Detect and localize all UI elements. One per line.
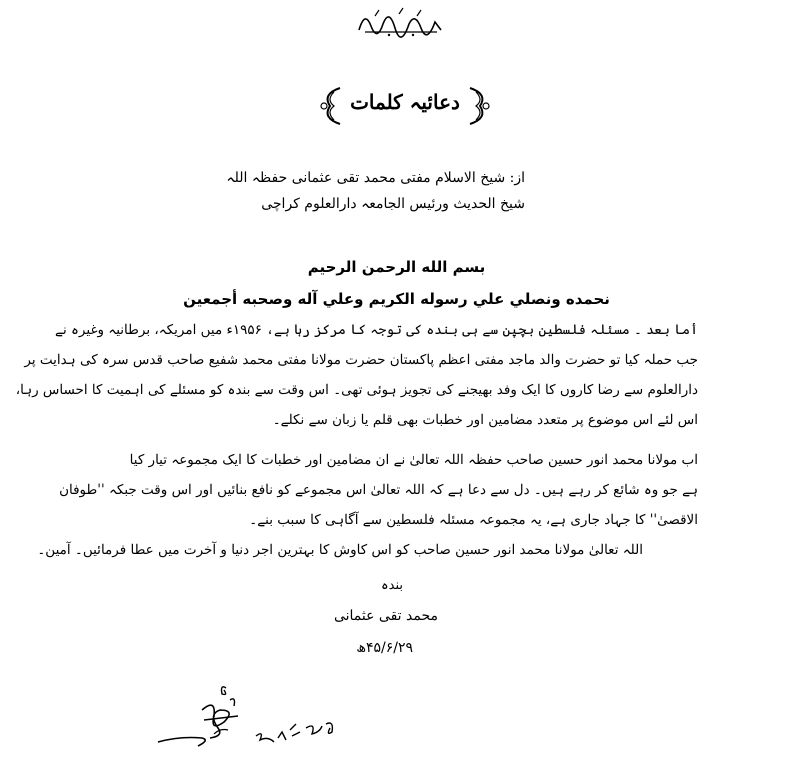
signature-label: بندہ	[381, 578, 403, 593]
signature-name: محمد تقی عثمانی	[333, 608, 438, 624]
hamd-text: نحمده ونصلي علي رسوله الكريم وعلي آله وصحبه أجمعين	[183, 290, 610, 308]
handwritten-signature-icon	[150, 680, 350, 760]
body-line: اب مولانا محمد انور حسین صاحب حفظہ اللہ تعالیٰ نے ان مضامین اور خطبات کا ایک مجموعہ تیار کیا	[129, 452, 698, 468]
page-title: دعائیہ کلمات	[350, 90, 460, 114]
signature-date: ۴۵/۶/۲۹ھ	[356, 640, 413, 656]
bismillah-text: بسم الله الرحمن الرحيم	[307, 258, 486, 276]
author-line-1: از: شیخ الاسلام مفتی محمد تقی عثمانی حفظہ اللہ	[226, 170, 525, 186]
body-line: أما بعد ۔ مسئلہ فلسطین بچپن سے ہی بندہ کی توجہ کا مرکز رہا ہے، ۱۹۵۶ء میں امریکہ، برطانیہ وغیرہ نے	[55, 322, 698, 338]
body-line: اس لئے اس موضوع پر متعدد مضامین اور خطبات بھی قلم یا زبان سے نکلے۔	[272, 412, 698, 428]
body-line: الاقصیٰ'' کا جہاد جاری ہے، یہ مجموعہ مسئلہ فلسطین سے آگاہی کا سبب بنے۔	[249, 512, 698, 528]
bismillah-calligraphy-icon	[355, 4, 445, 38]
body-line: دارالعلوم سے رضا کاروں کا ایک وفد بھیجنے کی تجویز ہوئی تھی۔ اس وقت سے بندہ کو مسئلے کی اہمیت کا احساس رہا،	[15, 382, 698, 398]
body-line: جب حملہ کیا تو حضرت والد ماجد مفتی اعظم پاکستان حضرت مولانا مفتی محمد شفیع صاحب قدس سرہ کی ہدایت پر	[24, 352, 698, 368]
author-line-2: شیخ الحدیث ورئیس الجامعہ دارالعلوم کراچی	[261, 196, 525, 212]
body-line: اللہ تعالیٰ مولانا محمد انور حسین صاحب کو اس کاوش کا بہترین اجر دنیا و آخرت میں عطا فرمائیں۔ آمین۔	[37, 542, 643, 558]
body-line: ہے جو وہ شائع کر رہے ہیں۔ دل سے دعا ہے کہ اللہ تعالیٰ اس مجموعے کو نافع بنائیں اور اس وقت جبکہ ''طوفان	[59, 482, 698, 498]
